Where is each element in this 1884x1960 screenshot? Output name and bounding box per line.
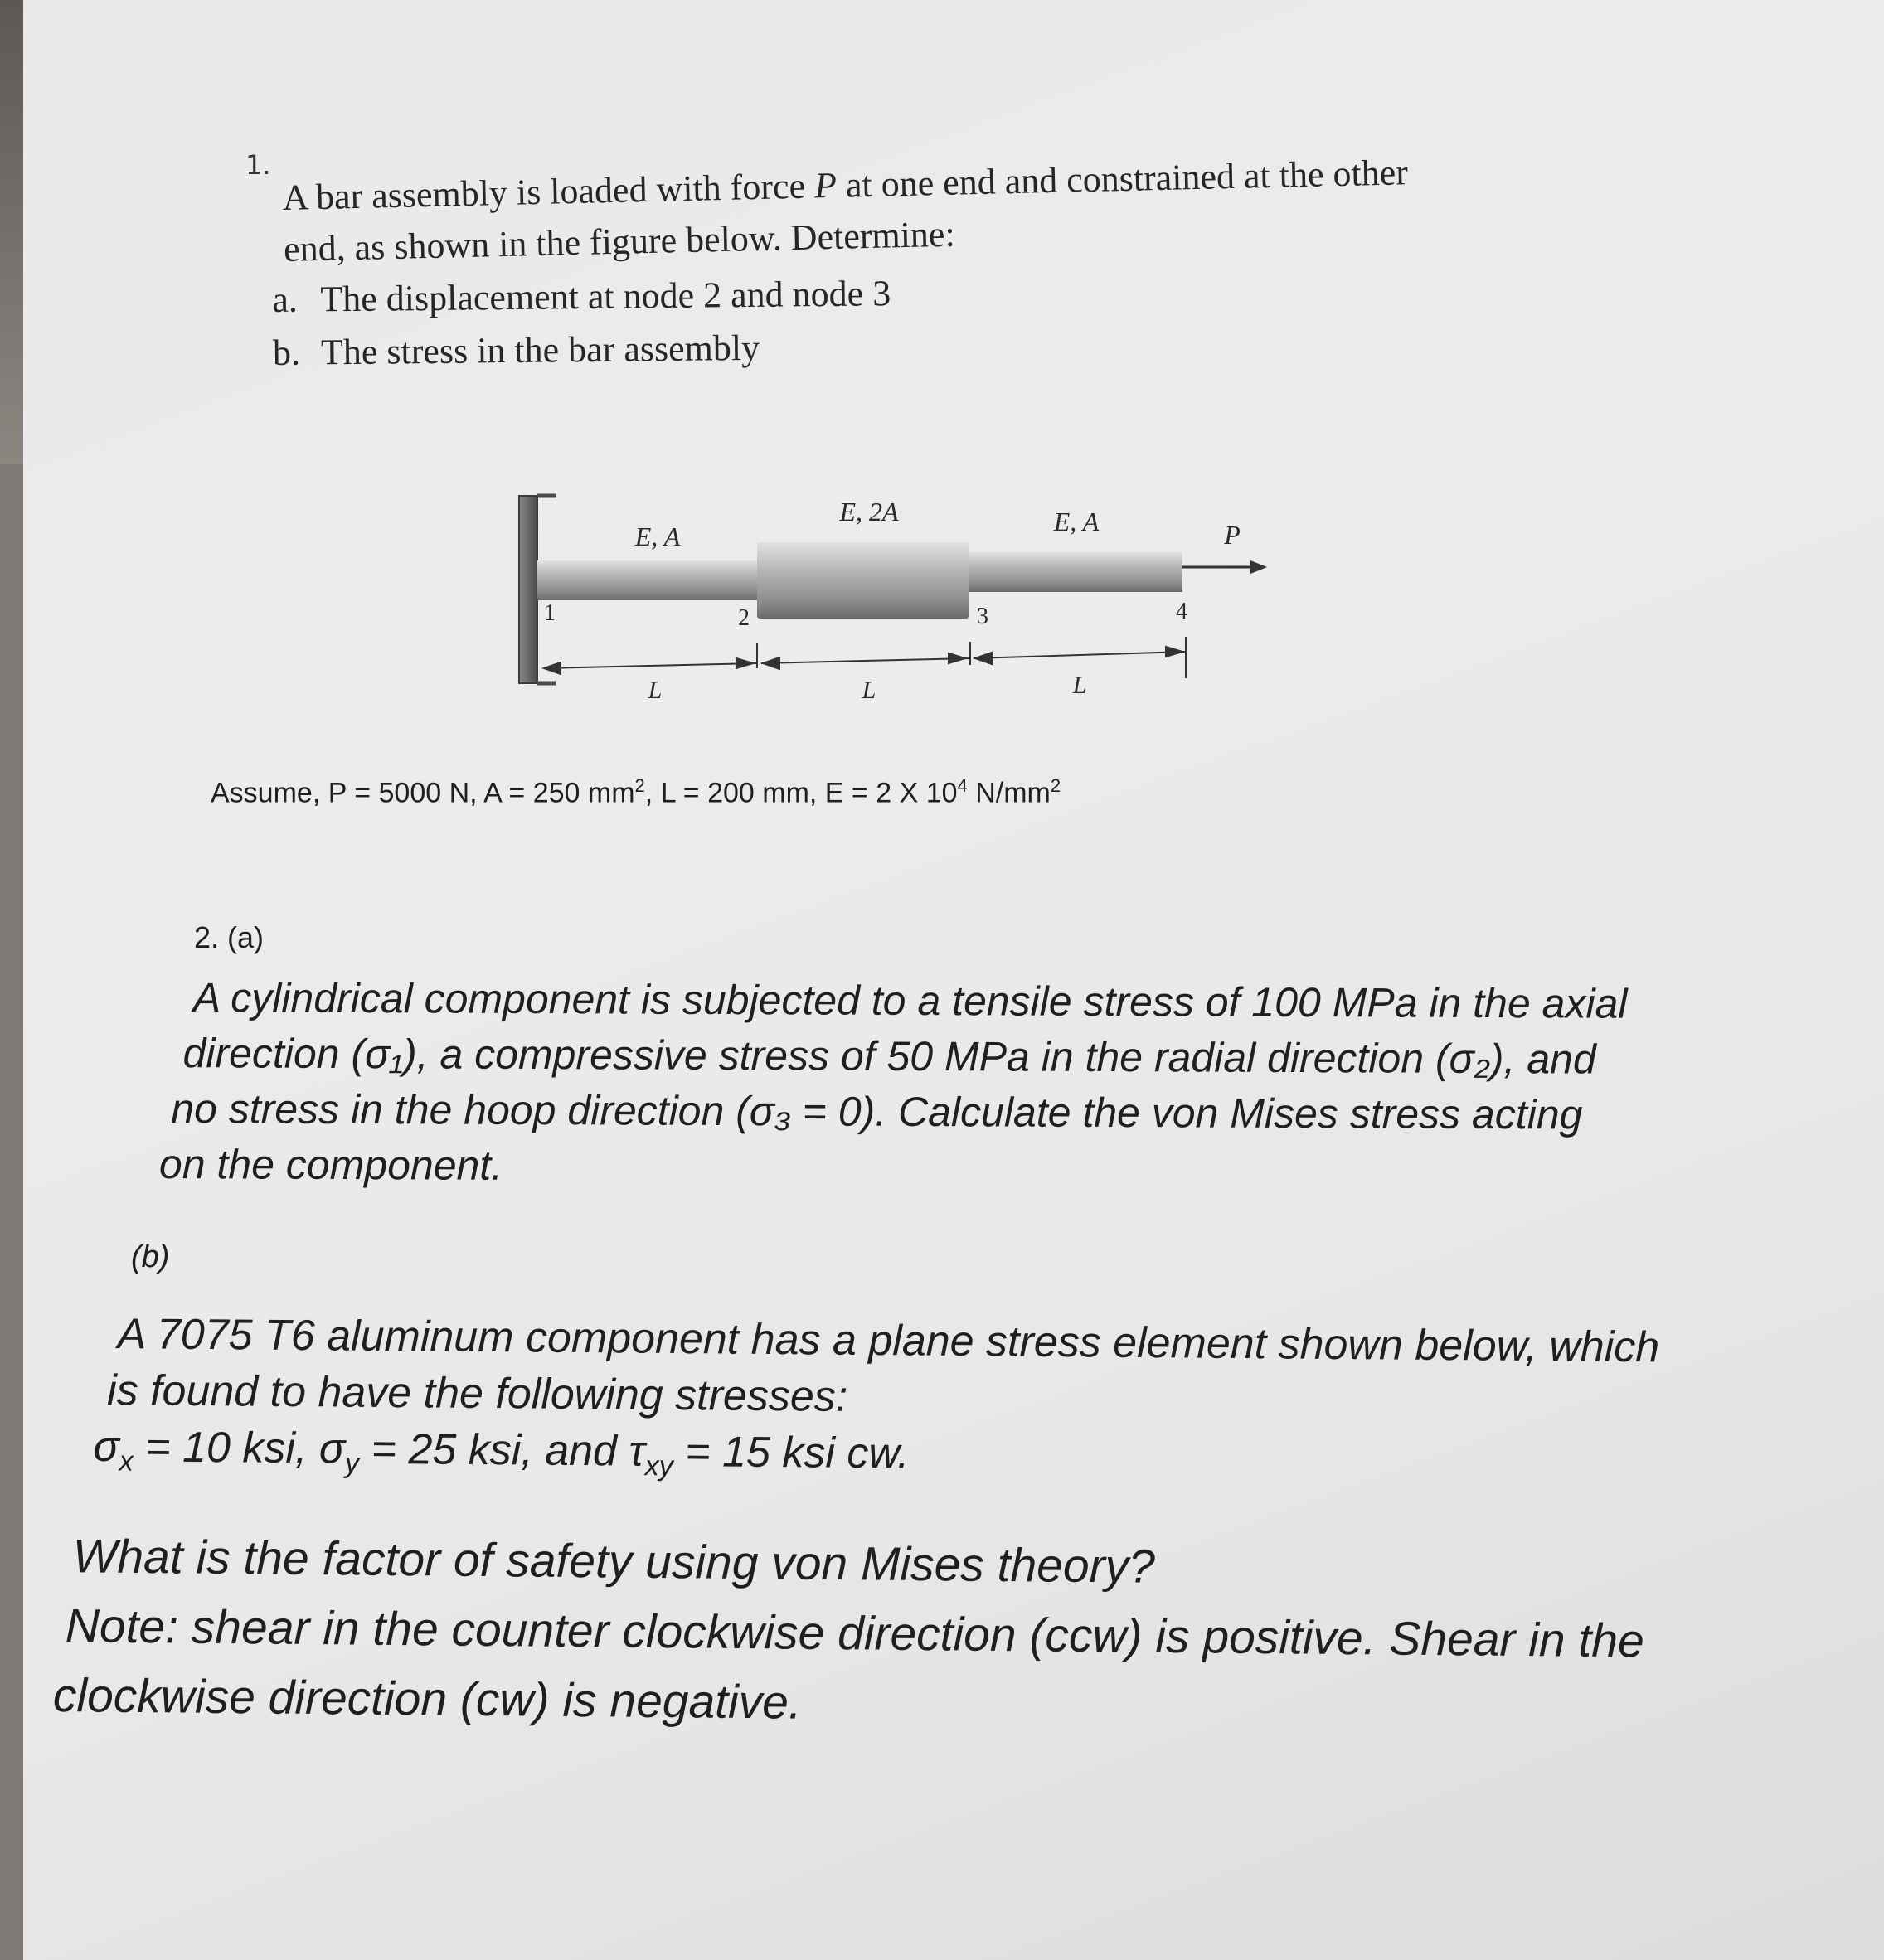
segment-1-bar: [537, 560, 790, 600]
problem-2a-line1: A cylindrical component is subjected to a tensile stress of 100 MPa in the axial: [192, 974, 1628, 1027]
node-1-label: 1: [544, 600, 556, 626]
node-3-label: 3: [977, 604, 988, 629]
segment-2-bar: [757, 542, 969, 619]
problem-1-item-b: b. The stress in the bar assembly: [272, 327, 760, 373]
force-arrow-head: [1250, 560, 1267, 574]
problem-1-item-a: a. The displacement at node 2 and node 3: [272, 273, 891, 320]
problem-2b-heading: (b): [131, 1240, 170, 1274]
fixed-wall-support: [519, 496, 537, 683]
length-label-2: L: [862, 677, 876, 704]
problem-1-items: [272, 267, 891, 380]
length-label-1: L: [648, 677, 663, 704]
problem-2b-line1: A 7075 T6 aluminum component has a plane stress element shown below, which: [117, 1310, 1660, 1372]
segment-3-bar: [969, 552, 1182, 592]
length-label-3: L: [1072, 672, 1087, 699]
paper-sheet: [23, 0, 1884, 1960]
segment-2-label: E, 2A: [839, 497, 899, 526]
problem-2b-text: [93, 1306, 1660, 1503]
problem-2b-question: What is the factor of safety using von Mises theory?: [72, 1530, 1156, 1594]
problem-2b-stresses: $\sigma_x = 10$ ksi, $\sigma_y = 25$ ksi, and $\tau_{xy} = 15$ ksi cw.: [93, 1422, 910, 1482]
problem-2b-note-line2: clockwise direction (cw) is negative.: [52, 1668, 803, 1730]
problem-2a-line4: on the component.: [158, 1140, 503, 1189]
problem-2a-text: [159, 970, 1628, 1199]
bar-assembly-figure: [504, 481, 1300, 730]
problem-1-intro-line2: end, as shown in the figure below. Determine:: [283, 213, 956, 269]
problem-2a-line2: direction (σ₁), a compressive stress of 50 MPa in the radial direction (σ₂), and: [182, 1030, 1596, 1083]
segment-3-label: E, A: [1053, 507, 1100, 536]
problem-1-intro: [282, 147, 1410, 275]
node-2-label: 2: [738, 605, 750, 631]
problem-2a-line3: no stress in the hoop direction (σ₃ = 0). Calculate the von Mises stress acting: [171, 1085, 1583, 1138]
problem-1-number: 1.: [245, 149, 271, 181]
node-4-label: 4: [1176, 599, 1187, 624]
force-label: P: [1224, 520, 1241, 550]
problem-1-assumptions: Assume, P = 5000 N, A = 250 $mm^2$, L = 200 mm, E = 2 X $10^4$ $N/mm^2$: [211, 775, 1061, 809]
problem-2a-heading: 2. (a): [194, 920, 265, 954]
problem-1-intro-line1: A bar assembly is loaded with force P at one end and constrained at the other: [282, 152, 1409, 218]
problem-2b-note-line1: Note: shear in the counter clockwise direction (ccw) is positive. Shear in the: [65, 1599, 1645, 1668]
dimension-lines: [544, 637, 1186, 678]
segment-1-label: E, A: [634, 522, 681, 551]
problem-2b-question-block: [53, 1521, 1645, 1745]
problem-2b-line2: is found to have the following stresses:: [106, 1366, 848, 1421]
